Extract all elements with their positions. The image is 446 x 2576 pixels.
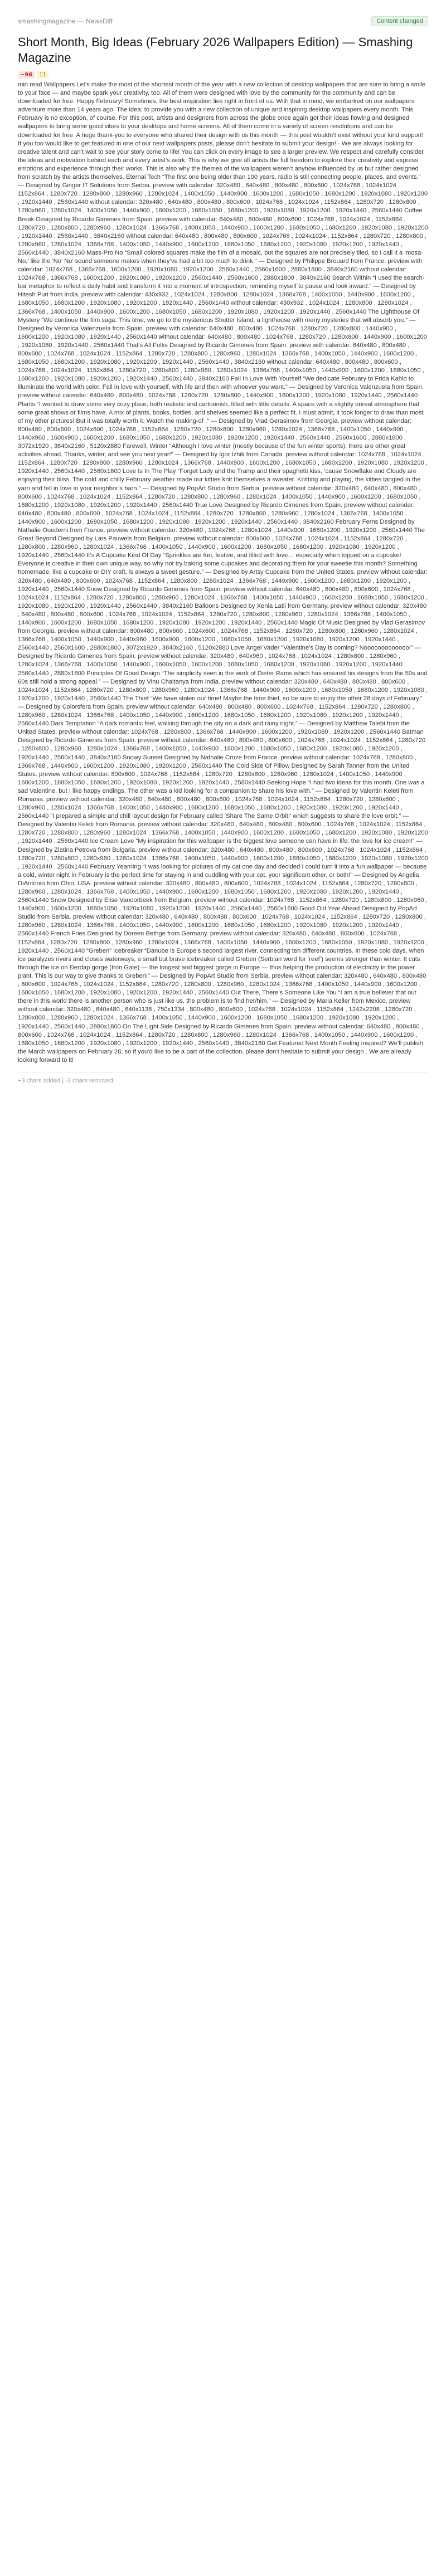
status-badge: Content changed (371, 16, 428, 26)
diff-summary: +3 chars added | -3 chars removed (18, 1077, 113, 1084)
score-badge: −96 (18, 71, 35, 79)
score-count: 11 (37, 71, 49, 79)
breadcrumb[interactable]: smashingmagazine — NewsDiff (18, 17, 113, 25)
diff-page (0, 0, 446, 1084)
page-title: Short Month, Big Ideas (February 2026 Wallpapers Edition) — Smashing Magazine (18, 35, 413, 65)
divider (18, 1072, 428, 1073)
article-body: min read Wallpapers Let’s make the most of the shortest month of the year with a new collection of desktop wallpapers that are sure to bring a smile to your face — and maybe spark your creativity, too. All of them were designed with love by the community for the community and can be downloaded for free. Happy February! Sometimes, the best inspiration lies right in front of us. With that in mind, we embarked on our wallpapers adventure more than 14 years ago. The idea: to provide you with a new collection of unique and inspiring desktop wallpapers every month. This February is no exception, of course. For this post, artists and designers from across the globe once again got their ideas flowing and designed wallpapers to bring some good vibes to your desktops and home screens. All of them come in a variety of screen resolutions and can be downloaded for free. A huge thank-you to everyone who shared their design with us this month — this post wouldn’t exist without your kind support! If you too would like to get featured in one of our next wallpapers posts, please don’t hesitate to submit your design! · We are always looking for creative talent and can’t wait to see your story come to life! You can click on every image to see a larger preview. We respect and carefully consider the ideas and motivation behind each and every artist’s work. This is why we give all artists the full freedom to explore their creativity and express emotions and experience through their works. This is also why the themes of the wallpapers weren’t anyhow influenced by us but rather designed from scratch by the artists themselves. Eternal Tech “The first one being older than 100 years, radio is still connecting people, places, and events.” — Designed by Ginger IT Solutions from Serbia. preview with calendar: 320x480 , 640x480 , 800x480 , 800x600 , 1024x768 , 1024x1024 , 1152x864 , 1280x720 , 1280x800 , 1280x960 , 1280x1024 , 1400x1050 , 1440x900 , 1600x1200 , 1680x1050 , 1680x1200 , 1920x1080 , 1920x1200 , 1920x1440 , 2560x1440 without calendar: 320x480 , 640x480 , 800x480 , 800x600 , 1024x768 , 1024x1024 , 1152x864 , 1280x720 , 1280x800 , 1280x960 , 1280x1024 , 1400x1050 , 1440x900 , 1600x1200 , 1680x1050 , 1680x1200 , 1920x1080 , 1920x1200 , 1920x1440 , 2560x1440 Coffee Break Designed by Ricardo Gimenes from Spain. preview with calendar: 640x480 , 800x480 , 800x600 , 1024x768 , 1024x1024 , 1152x864 , 1280x720 , 1280x800 , 1280x960 , 1280x1024 , 1366x768 , 1400x1050 , 1440x900 , 1600x1200 , 1680x1050 , 1680x1200 , 1920x1080 , 1920x1200 , 1920x1440 , 2560x1440 , 3840x2160 without calendar: 640x480 , 800x480 , 800x600 , 1024x768 , 1024x1024 , 1152x864 , 1280x720 , 1280x800 , 1280x960 , 1280x1024 , 1366x768 , 1400x1050 , 1440x900 , 1600x1200 , 1680x1050 , 1680x1200 , 1920x1080 , 1920x1200 , 1920x1440 , 2560x1440 , 3840x2160 Mass-Pro No “Small colored squares make the film of a mosaic, but the squares are not precisely tiled, so I call it a ‘mosa-No,’ like the ‘No’ No’ sound someone makes when they’ve had a bit too much to drink.” — Designed by Philippe Brouard from France. preview with calendar: 1024x768 , 1366x768 , 1600x1200 , 1920x1080 , 1920x1200 , 2560x1440 , 2560x1600 , 2880x1800 , 3840x2160 without calendar: 1024x768 , 1366x768 , 1600x1200 , 1920x1080 , 1920x1200 , 2560x1440 , 2560x1600 , 2880x1800 , 3840x2160 Search Within “I used the search-bar metaphor to reflect a daily habit and transform it into a moment of introspection, reminding myself to pause and look inward.” — Designed by Hitesh Puri from India. preview with calendar: 430x932 , 1024x1024 , 1280x800 , 1280x1024 , 1366x768 , 1400x1050 , 1440x900 , 1600x1200 , 1680x1050 , 1680x1200 , 1920x1080 , 1920x1200 , 1920x1440 , 2560x1440 without calendar: 430x932 , 1024x1024 , 1280x800 , 1280x1024 , 1366x768 , 1400x1050 , 1440x900 , 1600x1200 , 1680x1050 , 1680x1200 , 1920x1080 , 1920x1200 , 1920x1440 , 2560x1440 The Lighthouse Of Mystery “We continue the film saga. This time, we go to the mysterious Shutter Island, a lighthouse with many mysteries that will absorb you.” — Designed by Veronica Valenzuela from Spain. preview with calendar: 640x480 , 800x480 , 1024x768 , 1280x720 , 1280x800 , 1440x900 , 1600x1200 , 1920x1080 , 1920x1440 , 2560x1440 without calendar: 640x480 , 800x480 , 1024x768 , 1280x720 , 1280x800 , 1440x900 , 1600x1200 , 1920x1080 , 1920x1440 , 2560x1440 That’s All Folks Designed by Ricardo Gimenes from Spain. preview with calendar: 640x480 , 800x480 , 800x600 , 1024x768 , 1024x1024 , 1152x864 , 1280x720 , 1280x800 , 1280x960 , 1280x1024 , 1366x768 , 1400x1050 , 1440x900 , 1600x1200 , 1680x1050 , 1680x1200 , 1920x1080 , 1920x1200 , 1920x1440 , 2560x1440 , 3840x2160 without calendar: 640x480 , 800x480 , 800x600 , 1024x768 , 1024x1024 , 1152x864 , 1280x720 , 1280x800 , 1280x960 , 1280x1024 , 1366x768 , 1400x1050 , 1440x900 , 1600x1200 , 1680x1050 , 1680x1200 , 1920x1080 , 1920x1200 , 1920x1440 , 2560x1440 , 3840x2160 Fall In Love With Yourself “We dedicate February to Frida Kahlo to illuminate the world with color. Fall in love with yourself, with life and then with whoever you want.” — Designed by Veronica Valenzuela from Spain. preview without calendar: 640x480 , 800x480 , 1024x768 , 1280x720 , 1280x800 , 1440x900 , 1600x1200 , 1920x1080 , 1920x1440 , 2560x1440 Plants “I wanted to draw some very cozy place, both realistic and cartoonish, filled with little details. A space with a slightly unreal atmosphere that some great shows or films have. A mix of plants, books, bottles, and shelves seemed like a perfect fit. I must admit, it took longer to draw than most of my other pictures! But it was totally worth it. Watch the making-of .” — Designed by Vlad Gerasimov from Georgia. preview without calendar: 800x480 , 800x600 , 1024x600 , 1024x768 , 1152x864 , 1280x720 , 1280x800 , 1280x960 , 1280x1024 , 1366x768 , 1400x1050 , 1440x900 , 1440x960 , 1600x900 , 1600x1200 , 1680x1050 , 1680x1200 , 1920x1080 , 1920x1200 , 1920x1440 , 2560x1440 , 2560x1600 , 2880x1800 , 3072x1920 , 3840x2160 , 5120x2880 Farewell, Winter “Although I love winter (mostly because of the fun winter sports), there are other great activities ahead. Thanks, winter, and see you next year!” — Designed by Igor Izhik from Canada. preview without calendar: 1024x768 , 1024x1024 , 1152x864 , 1280x720 , 1280x800 , 1280x960 , 1280x1024 , 1366x768 , 1440x900 , 1600x1200 , 1680x1050 , 1680x1200 , 1920x1080 , 1920x1200 , 1920x1440 , 2560x1440 , 2560x1600 Love Is In The Play “Forget Lady and the Tramp and their spaghetti kiss, ’cause Snowflake and Cloudy are enjoying their bliss. The cold and chilly February weather made our kitties knit themselves a sweater. Knitting and playing, the kitties tangled in the yarn and fell in love in your neighbor’s barn.” — Designed by PopArt Studio from Serbia. preview without calendar: 320x480 , 640x480 , 800x480 , 800x600 , 1024x768 , 1024x1024 , 1152x864 , 1280x720 , 1280x800 , 1280x960 , 1280x1024 , 1400x1050 , 1440x900 , 1600x1200 , 1680x1050 , 1680x1200 , 1920x1080 , 1920x1200 , 1920x1440 , 2560x1440 True Love Designed by Ricardo Gimenes from Spain. preview without calendar: 640x480 , 800x480 , 800x600 , 1024x768 , 1024x1024 , 1152x864 , 1280x720 , 1280x800 , 1280x960 , 1280x1024 , 1366x768 , 1400x1050 , 1440x900 , 1600x1200 , 1680x1050 , 1680x1200 , 1920x1080 , 1920x1200 , 1920x1440 , 2560x1440 , 3840x2160 February Ferns Designed by Nathalie Ouederni from France. preview without calendar: 320x480 , 1024x768 , 1280x1024 , 1440x900 , 1680x1200 , 1920x1200 , 2560x1440 The Great Beyond Designed by Lars Pauwels from Belgium. preview without calendar: 800x600 , 1024x768 , 1024x1024 , 1152x864 , 1280x720 , 1280x800 , 1280x960 , 1280x1024 , 1366x768 , 1400x1050 , 1440x900 , 1600x1200 , 1680x1050 , 1680x1200 , 1920x1080 , 1920x1200 , 1920x1440 , 2560x1440 It’s A Cupcake Kind Of Day “Sprinkles are fun, festive, and filled with love… especially when topped on a cupcake! Everyone is creative in their own unique way, so why not try baking some cupcakes and decorating them for your sweetie this month? Something homemade, like a cupcake or DIY craft, is always a sweet gesture.” — Designed by Artsy Cupcake from the United States. preview without calendar: 320x480 , 640x480 , 800x600 , 1024x768 , 1152x864 , 1280x800 , 1280x1024 , 1366x768 , 1440x900 , 1600x1200 , 1680x1200 , 1920x1200 , 1920x1440 , 2560x1440 Snow Designed by Ricardo Gimenes from Spain. preview without calendar: 640x480 , 800x480 , 800x600 , 1024x768 , 1024x1024 , 1152x864 , 1280x720 , 1280x800 , 1280x960 , 1280x1024 , 1366x768 , 1400x1050 , 1440x900 , 1600x1200 , 1680x1050 , 1680x1200 , 1920x1080 , 1920x1200 , 1920x1440 , 2560x1440 , 3840x2160 Balloons Designed by Xenia Latii from Germany. preview without calendar: 320x480 , 640x480 , 800x480 , 800x600 , 1024x768 , 1024x1024 , 1152x864 , 1280x720 , 1280x800 , 1280x960 , 1280x1024 , 1366x768 , 1400x1050 , 1440x900 , 1600x1200 , 1680x1050 , 1680x1200 , 1920x1080 , 1920x1200 , 1920x1440 , 2560x1440 Magic Of Music Designed by Vlad Gerasimov from Georgia. preview without calendar: 800x480 , 800x600 , 1024x600 , 1024x768 , 1152x864 , 1280x720 , 1280x800 , 1280x960 , 1280x1024 , 1366x768 , 1400x1050 , 1440x900 , 1440x960 , 1600x900 , 1600x1200 , 1680x1050 , 1680x1200 , 1920x1080 , 1920x1200 , 1920x1440 , 2560x1440 , 2560x1600 , 2880x1800 , 3072x1920 , 3840x2160 , 5120x2880 Love Angel Vader “Valentine’s Day is coming? Nooooooooooooo!” — Designed by Ricardo Gimenes from Spain. preview without calendar: 320x480 , 640x960 , 1024x768 , 1024x1024 , 1280x800 , 1280x960 , 1280x1024 , 1366x768 , 1400x1050 , 1440x900 , 1600x1050 , 1600x1200 , 1680x1050 , 1680x1200 , 1920x1080 , 1920x1200 , 1920x1440 , 2560x1440 , 2880x1800 Principles Of Good Design “The simplicity seen in the work of Dieter Rams which has ensured his designs from the 50s and 60s still hold a strong appeal.” — Designed by Vinu Chaitanya from India. preview without calendar: 320x480 , 640x480 , 800x480 , 800x600 , 1024x1024 , 1152x864 , 1280x720 , 1280x800 , 1280x960 , 1280x1024 , 1366x768 , 1440x900 , 1600x1200 , 1680x1050 , 1680x1200 , 1920x1080 , 1920x1200 , 1920x1440 , 2560x1440 The Thief “We have stolen our time! Maybe the time thief, so be sure to enjoy the other 28 days of February.” — Designed by Colorsfera from Spain. preview without calendar: 640x480 , 800x480 , 800x600 , 1024x768 , 1152x864 , 1280x720 , 1280x800 , 1280x960 , 1280x1024 , 1366x768 , 1400x1050 , 1440x900 , 1600x1200 , 1680x1050 , 1680x1200 , 1920x1080 , 1920x1200 , 1920x1440 , 2560x1440 Dark Temptation “A dark romantic feel, walking through the city on a dark and rainy night.” — Designed by Matthew Talebi from the United States. preview without calendar: 1024x768 , 1280x800 , 1366x768 , 1440x900 , 1600x1200 , 1920x1080 , 1920x1200 , 2560x1440 Batman Designed by Ricardo Gimenes from Spain. preview without calendar: 640x480 , 800x480 , 800x600 , 1024x768 , 1024x1024 , 1152x864 , 1280x720 , 1280x800 , 1280x960 , 1280x1024 , 1366x768 , 1400x1050 , 1440x900 , 1600x1200 , 1680x1050 , 1680x1200 , 1920x1080 , 1920x1200 , 1920x1440 , 2560x1440 , 3840x2160 Snowy Sunset Designed by Nathalie Croze from France. preview without calendar: 1024x768 , 1280x800 , 1366x768 , 1440x900 , 1600x1200 , 1920x1080 , 1920x1200 , 2560x1440 The Cold Side Of Pillow Designed by Sarah Tanner from the United States. preview without calendar: 800x600 , 1024x768 , 1152x864 , 1280x720 , 1280x800 , 1280x960 , 1280x1024 , 1400x1050 , 1440x900 , 1600x1200 , 1680x1050 , 1680x1200 , 1920x1080 , 1920x1200 , 1920x1440 , 2560x1440 Seeking Hope “I had two ideas for this month. One was a sad Valentine, but I like happy endings. The other was a kid looking for a companion to share his love with.” — Designed by Valentin Keleti from Romania. preview without calendar: 320x480 , 640x480 , 800x480 , 800x600 , 1024x768 , 1024x1024 , 1152x864 , 1280x720 , 1280x800 , 1280x960 , 1280x1024 , 1366x768 , 1400x1050 , 1440x900 , 1600x1200 , 1680x1050 , 1680x1200 , 1920x1080 , 1920x1200 , 1920x1440 , 2560x1440 “I prepared a simple and chill layout design for February called ‘Share The Same Orbit!’ which suggests to share the love orbit.” — Designed by Valentin Keleti from Romania. preview without calendar: 320x480 , 640x480 , 800x480 , 800x600 , 1024x768 , 1024x1024 , 1152x864 , 1280x720 , 1280x800 , 1280x960 , 1280x1024 , 1366x768 , 1400x1050 , 1440x900 , 1600x1200 , 1680x1050 , 1680x1200 , 1920x1080 , 1920x1200 , 1920x1440 , 2560x1440 Ice Cream Love “My inspiration for this wallpaper is the biggest love someone can have in life: the love for ice cream!” — Designed by Zlatina Petrova from Bulgaria. preview without calendar: 320x480 , 640x480 , 800x480 , 800x600 , 1024x768 , 1024x1024 , 1152x864 , 1280x720 , 1280x800 , 1280x960 , 1280x1024 , 1366x768 , 1400x1050 , 1440x900 , 1600x1200 , 1680x1050 , 1680x1200 , 1920x1080 , 1920x1200 , 1920x1440 , 2560x1440 February Yearning “I was looking for pictures of my cat one day and decided I could turn it into a fun wallpaper — because a cold, winter night in February is the perfect time for staying in and cuddling with your cat, your significant other, or both!” — Designed by Angelia DiAntonio from Ohio, USA. preview without calendar: 320x480 , 800x480 , 800x600 , 1024x768 , 1024x1024 , 1152x864 , 1280x720 , 1280x800 , 1280x960 , 1280x1024 , 1366x768 , 1400x1050 , 1440x900 , 1600x1200 , 1680x1050 , 1680x1200 , 1920x1080 , 1920x1200 , 1920x1440 , 2560x1440 Snow Designed by Elise Vanoorbeek from Belgium. preview without calendar: 1024x768 , 1152x864 , 1280x720 , 1280x800 , 1280x960 , 1440x900 , 1600x1200 , 1680x1050 , 1920x1080 , 1920x1200 , 1920x1440 , 2560x1440 , 2560x1600 Good Old Year Ahead Designed by PopArt Studio from Serbia. preview without calendar: 320x480 , 640x480 , 800x480 , 800x600 , 1024x768 , 1024x1024 , 1152x864 , 1280x720 , 1280x800 , 1280x960 , 1280x1024 , 1366x768 , 1400x1050 , 1440x900 , 1600x1200 , 1680x1050 , 1680x1200 , 1920x1080 , 1920x1200 , 1920x1440 , 2560x1440 French Fries Designed by Doreen Bethge from Germany. preview without calendar: 320x480 , 640x480 , 800x600 , 1024x768 , 1152x864 , 1280x720 , 1280x800 , 1280x960 , 1280x1024 , 1366x768 , 1400x1050 , 1440x900 , 1600x1200 , 1680x1050 , 1920x1080 , 1920x1200 , 1920x1440 , 2560x1440 “Greben” Icebreaker “Danube is Europe’s second largest river, connecting ten different countries. In these cold days, when ice paralyzes rivers and closes waterways, a small but brave icebreaker called Greben (Serbian word for ‘reef’) seems stronger than winter. It cuts through the ice on Đerdap gorge (Iron Gate) — the longest and biggest gorge in Europe — thus helping the production of electricity in the power plant. This is our way to give thanks to Greben!” — Designed by PopArt Studio from Serbia. preview without calendar: 320x480 , 640x480 , 800x480 , 800x600 , 1024x768 , 1024x1024 , 1152x864 , 1280x720 , 1280x800 , 1280x960 , 1280x1024 , 1366x768 , 1400x1050 , 1440x900 , 1600x1200 , 1680x1050 , 1680x1200 , 1920x1080 , 1920x1200 , 1920x1440 , 2560x1440 Out There, There’s Someone Like You “I am a true believer that out there in this world there is another person who is just like us, the problem is to find her/him.” — Designed by Maria Keller from Mexico. preview without calendar: 320x480 , 640x480 , 640x1136 , 750x1334 , 800x480 , 800x600 , 1024x768 , 1024x1024 , 1152x864 , 1242x2208 , 1280x720 , 1280x800 , 1280x960 , 1280x1024 , 1366x768 , 1400x1050 , 1440x900 , 1600x1200 , 1680x1050 , 1680x1200 , 1920x1080 , 1920x1200 , 1920x1440 , 2560x1440 , 2880x1800 On The Light Side Designed by Ricardo Gimenes from Spain. preview without calendar: 640x480 , 800x480 , 800x600 , 1024x768 , 1024x1024 , 1152x864 , 1280x720 , 1280x800 , 1280x960 , 1280x1024 , 1366x768 , 1400x1050 , 1440x900 , 1600x1200 , 1680x1050 , 1680x1200 , 1920x1080 , 1920x1200 , 1920x1440 , 2560x1440 , 3840x2160 Get Featured Next Month Feeling inspired? We’ll publish the March wallpapers on February 28, so if you’d like to be a part of the collection, please don’t hesitate to submit your design . We are already looking forward to it! (18, 81, 428, 1063)
top-bar (18, 16, 428, 27)
score-row (18, 71, 428, 79)
